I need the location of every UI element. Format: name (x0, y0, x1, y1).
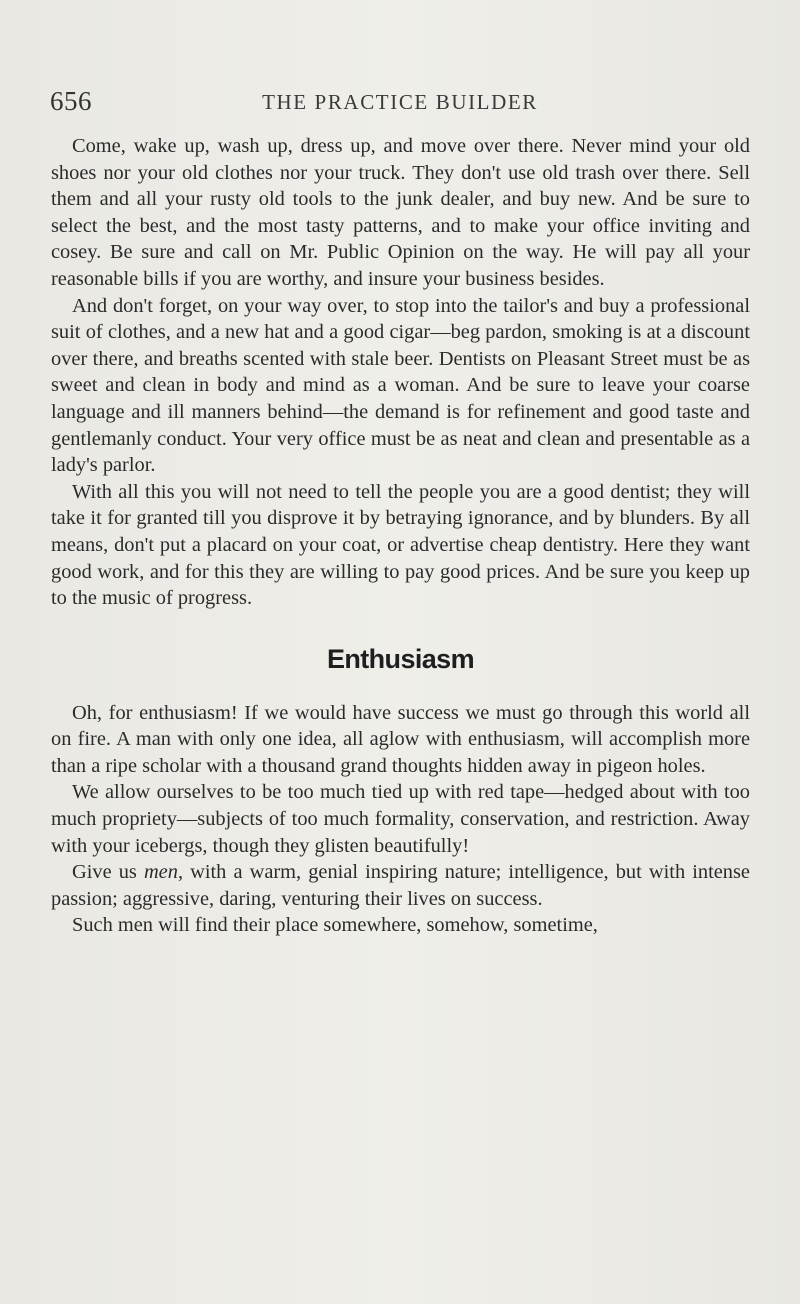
text-run: Give us (72, 861, 144, 884)
body-text (51, 133, 750, 939)
paragraph: Such men will find their place somewhere, somehow, sometime, (72, 914, 598, 937)
paragraph: Oh, for enthusiasm! If we would have success we must go through this world all on fire. A man with only one idea, all aglow with enthusiasm, will accomplish more than a ripe scholar with a thousand grand thoughts hidden away in pigeon holes. (51, 701, 750, 777)
section-enthusiasm (51, 700, 750, 939)
paragraph-give-us (51, 859, 750, 912)
running-head: THE PRACTICE BUILDER (262, 90, 538, 114)
paragraph: And don't forget, on your way over, to stop into the tailor's and buy a professional suit of clothes, and a new hat and a good cigar—beg pardon, smoking is at a discount over there, and breaths scented with stale beer. Dentists on Pleasant Street must be as sweet and clean in body and mind as a woman. And be sure to leave your coarse language and ill manners behind—the demand is for refinement and good taste and gentlemanly conduct. Your very office must be as neat and clean and presentable as a lady's parlor. (51, 294, 750, 477)
section-practice-advice (51, 133, 750, 612)
page-number: 656 (50, 86, 92, 116)
emphasis-text: men (143, 861, 178, 884)
paragraph: We allow ourselves to be too much tied up with red tape—hedged about with too much propriety—subjects of too much formality, conservation, and restriction. Away with your icebergs, though they glisten beautifully! (51, 781, 750, 857)
paragraph: With all this you will not need to tell the people you are a good dentist; they will take it for granted till you disprove it by betraying ignorance, and by blunders. By all means, don't put a placard on your coat, or advertise cheap dentistry. Here they want good work, and for this they are willing to pay good prices. And be sure you keep up to the music of progress. (51, 480, 750, 610)
text-run: , with a warm, genial inspiring nature; intelligence, but with intense passion; aggressive, daring, venturing their lives on success. (51, 861, 750, 910)
paragraph: Come, wake up, wash up, dress up, and move over there. Never mind your old shoes nor your old clothes nor your truck. They don't use old trash over there. Sell them and all your rusty old tools to the junk dealer, and buy new. And be sure to select the best, and the most tasty patterns, and to make your office inviting and cosey. Be sure and call on Mr. Public Opinion on the way. He will pay all your reasonable bills if you are worthy, and insure your business besides. (51, 135, 750, 290)
page-header (50, 86, 750, 116)
section-heading: Enthusiasm (326, 643, 475, 674)
